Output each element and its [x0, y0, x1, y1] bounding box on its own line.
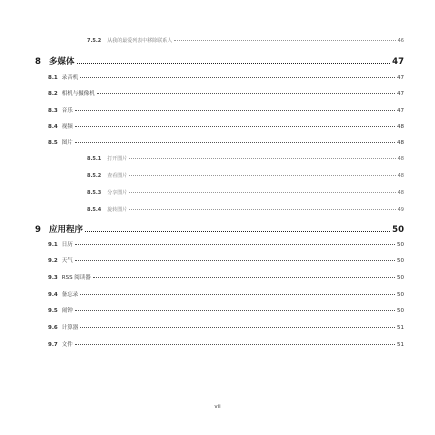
- toc-entry-title[interactable]: 图片: [61, 140, 73, 146]
- dot-leader: [75, 260, 395, 261]
- toc-entry-number: 9: [35, 225, 41, 235]
- toc-entry-title[interactable]: 应用程序: [49, 225, 84, 235]
- dot-leader: [129, 175, 395, 176]
- toc-entry-page: 50: [392, 225, 404, 235]
- toc-entry-page: 47: [397, 108, 404, 114]
- dot-leader: [174, 40, 395, 41]
- toc-entry-title[interactable]: RSS 阅读器: [61, 275, 91, 281]
- toc-entry-9-1[interactable]: [48, 240, 404, 248]
- toc-entry-number: 8.5.3: [87, 190, 102, 196]
- dot-leader: [129, 192, 395, 193]
- toc-entry-number: 8.2: [48, 91, 58, 97]
- toc-entry-page: 47: [397, 75, 404, 81]
- toc-entry-page: 48: [397, 140, 404, 146]
- toc-entry-title[interactable]: 天气: [61, 258, 73, 264]
- toc-entry-number: 9.5: [48, 308, 58, 314]
- toc-entry-title[interactable]: 备忘录: [61, 292, 79, 298]
- toc-entry-title[interactable]: 相机与摄像机: [61, 91, 95, 97]
- toc-entry-8-5-2[interactable]: [87, 172, 404, 179]
- toc-entry-8-1[interactable]: [48, 73, 404, 81]
- toc-entry-number: 9.2: [48, 258, 58, 264]
- toc-entry-page: 49: [397, 207, 404, 213]
- toc-entry-title[interactable]: 多媒体: [49, 57, 75, 67]
- toc-entry-number: 8.5: [48, 140, 58, 146]
- toc-entry-page: 51: [397, 342, 404, 348]
- dot-leader: [80, 294, 395, 295]
- toc-entry-page: 48: [397, 190, 404, 196]
- toc-entry-number: 9.3: [48, 275, 58, 281]
- dot-leader: [75, 310, 395, 311]
- toc-entry-title[interactable]: 打开图片: [107, 156, 128, 162]
- toc-entry-page: 50: [397, 292, 404, 298]
- toc-entry-title[interactable]: 日历: [61, 242, 73, 248]
- toc-entry-number: 8.3: [48, 108, 58, 114]
- toc-entry-number: 8: [35, 57, 41, 67]
- toc-entry-title[interactable]: 计算器: [61, 325, 79, 331]
- toc-entry-number: 9.7: [48, 342, 58, 348]
- toc-entry-number: 8.4: [48, 124, 58, 130]
- toc-entry-title[interactable]: 视频: [61, 124, 73, 130]
- toc-entry-page: 48: [397, 173, 404, 179]
- toc-entry-title[interactable]: 音乐: [61, 108, 73, 114]
- toc-entry-title[interactable]: 查看图片: [107, 173, 128, 179]
- dot-leader: [75, 244, 395, 245]
- toc-entry-9-4[interactable]: [48, 290, 404, 298]
- toc-entry-8-4[interactable]: [48, 122, 404, 130]
- toc-entry-title[interactable]: 文件: [61, 342, 73, 348]
- toc-entry-number: 8.5.1: [87, 156, 102, 162]
- toc-entry-number: 8.5.2: [87, 173, 102, 179]
- toc-entry-number: 9.1: [48, 242, 58, 248]
- toc-entry-8-3[interactable]: [48, 106, 404, 114]
- toc-entry-page: 50: [397, 308, 404, 314]
- toc-entry-title[interactable]: 从我的最爱列表中移除联系人: [107, 38, 173, 44]
- toc-entry-9-3[interactable]: [48, 273, 404, 281]
- dot-leader: [129, 158, 395, 159]
- dot-leader: [75, 126, 395, 127]
- dot-leader: [77, 63, 391, 64]
- toc-entry-title[interactable]: 分享图片: [107, 190, 128, 196]
- toc-entry-9-5[interactable]: [48, 306, 404, 314]
- toc-entry-number: 8.1: [48, 75, 58, 81]
- toc-entry-9[interactable]: [35, 223, 404, 235]
- dot-leader: [75, 142, 395, 143]
- dot-leader: [75, 344, 395, 345]
- toc-entry-title[interactable]: 旋转图片: [107, 207, 128, 213]
- toc-entry-page: 50: [397, 275, 404, 281]
- toc-entry-number: 9.4: [48, 292, 58, 298]
- toc-entry-page: 50: [397, 258, 404, 264]
- toc-entry-9-6[interactable]: [48, 323, 404, 331]
- toc-entry-title[interactable]: 录音机: [61, 75, 79, 81]
- dot-leader: [80, 327, 395, 328]
- toc-entry-8[interactable]: [35, 55, 404, 67]
- toc-entry-number: 7.5.2: [87, 38, 102, 44]
- toc-entry-8-5-3[interactable]: [87, 189, 404, 196]
- toc-entry-page: 48: [397, 124, 404, 130]
- toc-entry-number: 9.6: [48, 325, 58, 331]
- toc-entry-8-5[interactable]: [48, 138, 404, 146]
- dot-leader: [93, 277, 395, 278]
- toc-entry-9-2[interactable]: [48, 256, 404, 264]
- dot-leader: [129, 209, 395, 210]
- toc-entry-title[interactable]: 闹钟: [61, 308, 73, 314]
- toc-entry-8-2[interactable]: [48, 89, 404, 97]
- toc-entry-number: 8.5.4: [87, 207, 102, 213]
- toc-entry-page: 47: [397, 91, 404, 97]
- dot-leader: [80, 77, 395, 78]
- toc-entry-9-7[interactable]: [48, 340, 404, 348]
- toc-entry-7-5-2[interactable]: [87, 37, 404, 44]
- toc-entry-page: 47: [392, 57, 404, 67]
- toc-entry-page: 48: [397, 156, 404, 162]
- toc-entry-page: 50: [397, 242, 404, 248]
- toc-entry-8-5-4[interactable]: [87, 206, 404, 213]
- toc-entry-page: 46: [397, 38, 404, 44]
- toc-entry-8-5-1[interactable]: [87, 155, 404, 162]
- dot-leader: [97, 93, 395, 94]
- toc-entry-page: 51: [397, 325, 404, 331]
- page-number-footer: vii: [214, 404, 221, 410]
- dot-leader: [85, 231, 390, 232]
- dot-leader: [75, 110, 395, 111]
